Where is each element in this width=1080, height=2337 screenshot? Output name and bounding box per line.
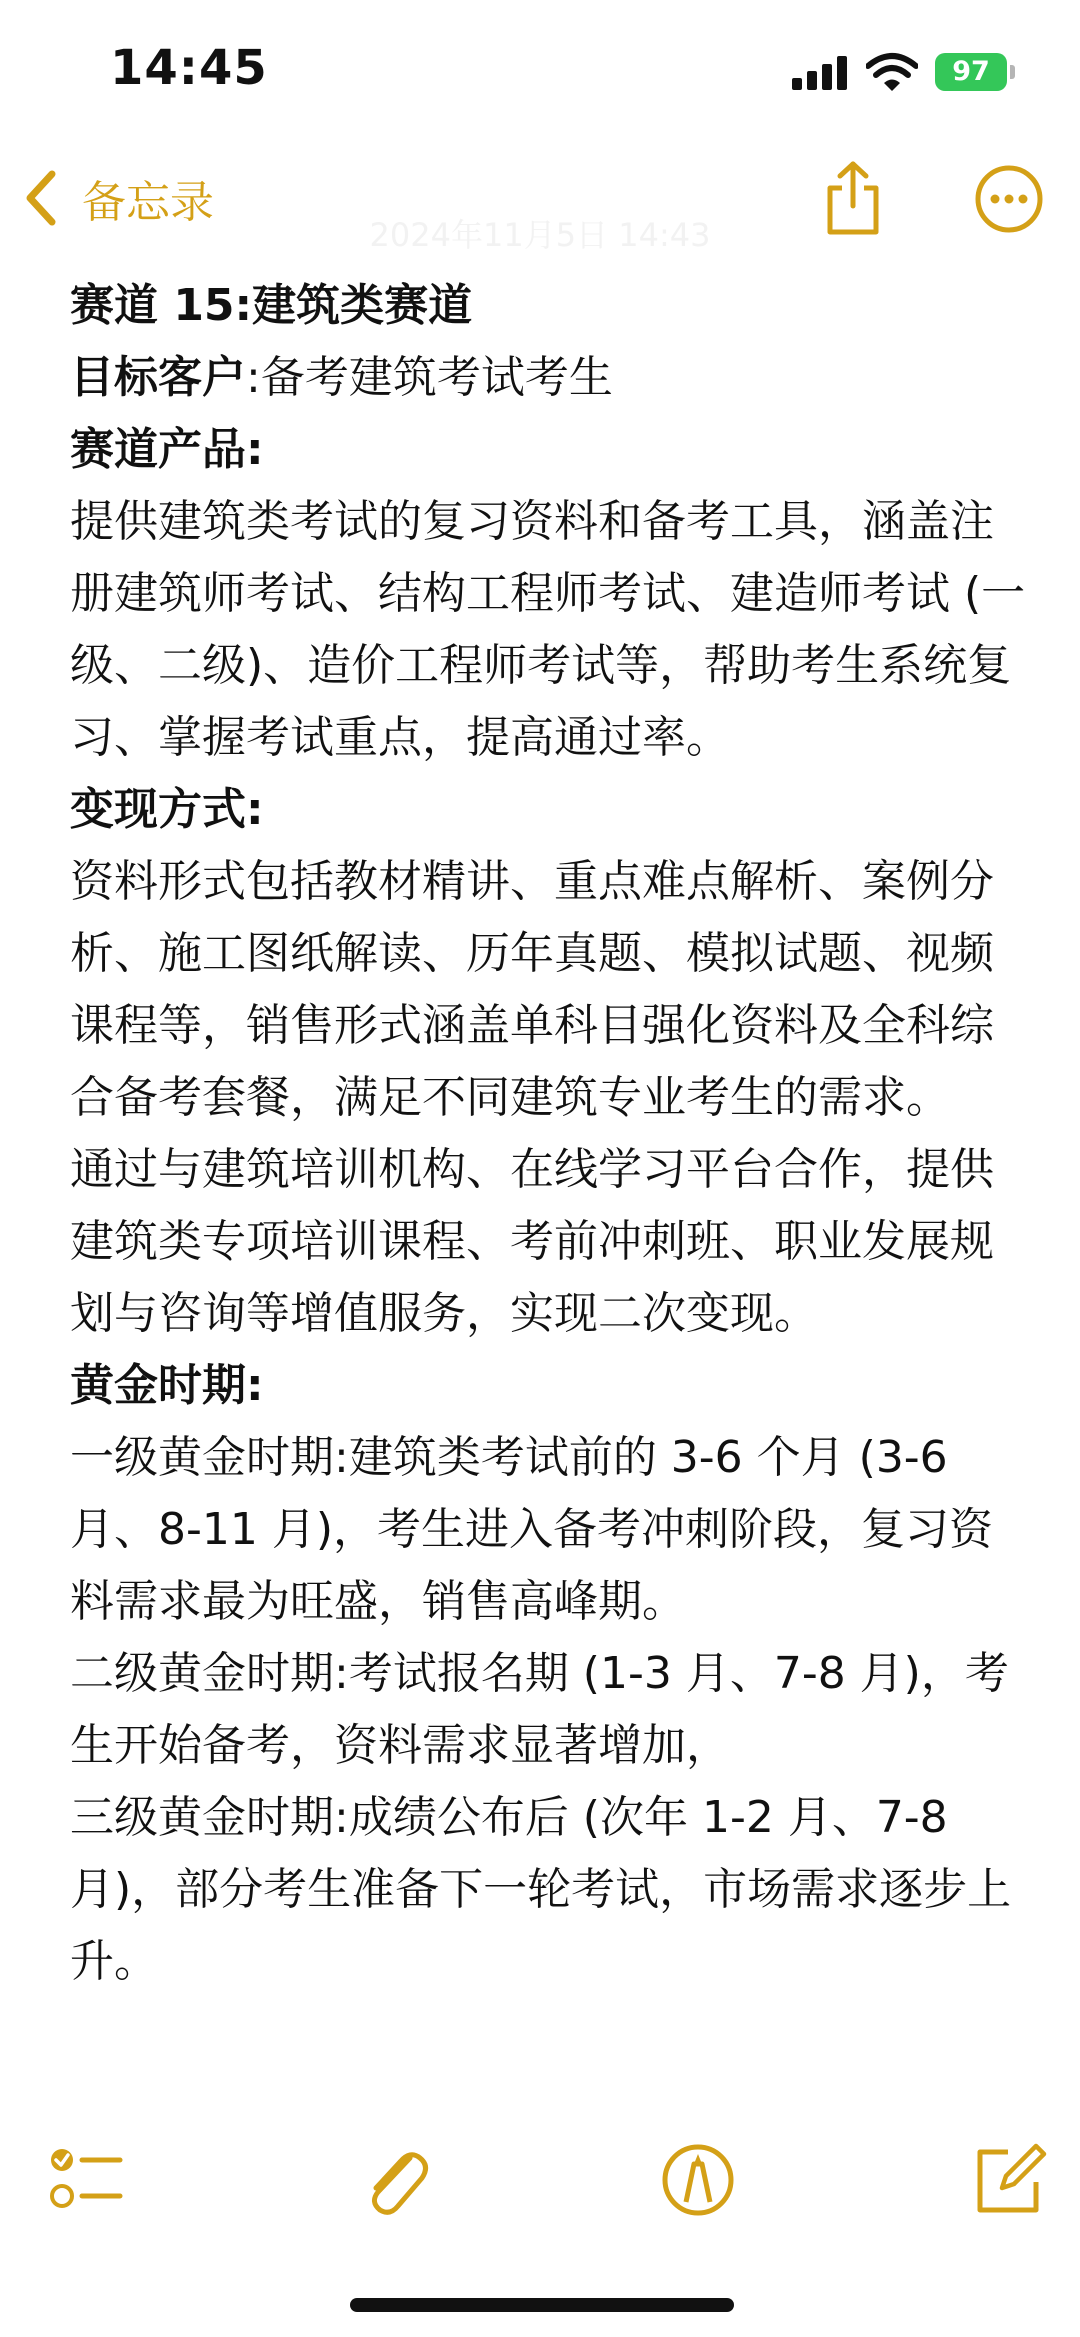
status-bar [0,0,1080,140]
battery-cap [1010,65,1015,79]
markup-pen-icon[interactable] [658,2140,738,2220]
target-value: :备考建筑考试考生 [246,352,613,403]
paperclip-icon[interactable] [354,2140,434,2220]
product-text: 提供建筑类考试的复习资料和备考工具，涵盖注册建筑师考试、结构工程师考试、建造师考试 (一级、二级)、造价工程师考试等，帮助考生系统复习、掌握考试重点，提高通过率。 [70,496,1026,763]
golden-heading: 黄金时期: [70,1360,264,1411]
note-title: 赛道 15:建筑类赛道 [70,280,473,331]
wifi-icon [866,52,918,92]
battery-level: 97 [935,53,1007,91]
battery-indicator [935,53,1017,91]
signal-icon [792,56,848,90]
golden-period-2: 二级黄金时期:考试报名期 (1-3 月、7-8 月)，考生开始备考，资料需求显著增加， [70,1648,1009,1771]
checklist-icon[interactable] [48,2140,128,2220]
bottom-toolbar [0,2140,1080,2250]
monetize-heading: 变现方式: [70,784,264,835]
compose-icon[interactable] [968,2140,1048,2220]
target-label: 目标客户 [70,352,246,403]
monetize-text-1: 资料形式包括教材精讲、重点难点解析、案例分析、施工图纸解读、历年真题、模拟试题、视频课程等，销售形式涵盖单科目强化资料及全科综合备考套餐，满足不同建筑专业考生的需求。 [70,856,994,1123]
monetize-text-2: 通过与建筑培训机构、在线学习平台合作，提供建筑类专项培训课程、考前冲刺班、职业发展规划与咨询等增值服务，实现二次变现。 [70,1144,994,1339]
note-body[interactable] [70,270,1030,1998]
status-time: 14:45 [110,40,268,96]
product-heading: 赛道产品: [70,424,264,475]
home-indicator [350,2298,734,2312]
golden-period-1: 一级黄金时期:建筑类考试前的 3-6 个月 (3-6 月、8-11 月)，考生进入备考冲刺阶段，复习资料需求最为旺盛，销售高峰期。 [70,1432,994,1627]
target-customer-line [70,342,1030,414]
golden-period-3: 三级黄金时期:成绩公布后 (次年 1-2 月、7-8 月)，部分考生准备下一轮考试，市场需求逐步上升。 [70,1792,1012,1987]
note-date: 2024年11月5日 14:43 [369,216,711,254]
back-label: 备忘录 [82,177,214,228]
